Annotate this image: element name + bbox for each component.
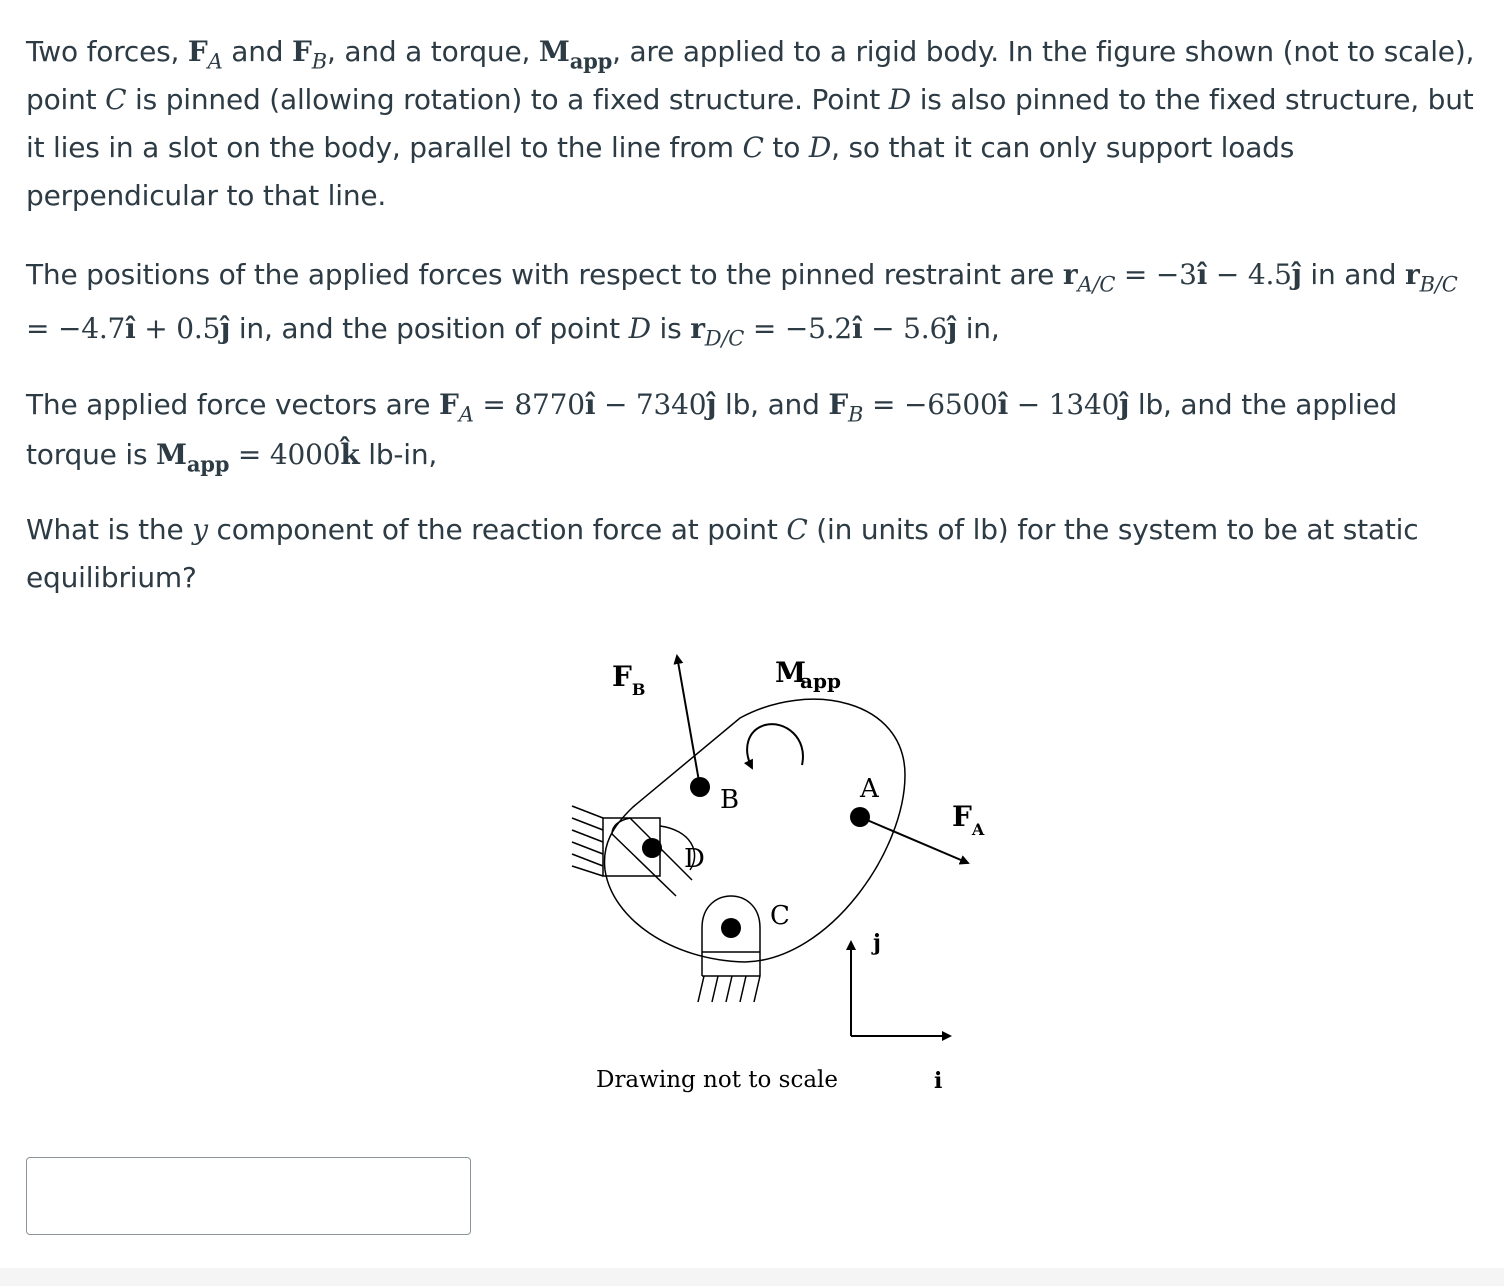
pin-c xyxy=(721,918,741,938)
problem-paragraph-3: The applied force vectors are $F_A$ = 8770î − 7340ĵ lb, and $F_B$ = −6500î − 1340ĵ lb, and the applied torque is $M_{app}$ = 4000k̂ lb-in, xyxy=(26,388,1398,477)
c-label: C xyxy=(770,901,790,931)
coordinate-axes xyxy=(851,942,950,1036)
mapp-label: Mapp xyxy=(775,656,841,693)
b-label: B xyxy=(720,785,740,815)
answer-input[interactable] xyxy=(26,1157,471,1235)
question-paragraph: What is the y component of the reaction force at point C (in units of lb) for the system to be at static equilibrium? xyxy=(26,513,1419,594)
bottom-strip xyxy=(0,1268,1504,1286)
d-label: D xyxy=(684,844,705,874)
pin-d xyxy=(642,838,662,858)
i-axis-label: i xyxy=(934,1068,943,1094)
moment-arc xyxy=(747,724,803,768)
problem-paragraph-2: The positions of the applied forces with respect to the pinned restraint are $r_{A/C}$ = −3î − 4.5ĵ in and $r_{B/C}$ = −4.7î + 0.5ĵ in, and the position of point D is $r_{D/C}$ = −5.2î − 5.6ĵ in, xyxy=(26,258,1458,351)
problem-paragraph-1: Two forces, $F_A$ and $F_B$, and a torque, $M_{app}$, are applied to a rigid body. In the figure shown (not to scale), point C is pinned (allowing rotation) to a fixed structure. Point D is also pinned to the fixed structure, but it lies in a slot on the body, parallel to the line from C to D, so that it can only support loads perpendicular to that line. xyxy=(26,35,1475,212)
pin-support-c xyxy=(698,896,760,1002)
a-label: A xyxy=(860,774,879,804)
fa-label: $F_A$ xyxy=(952,800,985,839)
rigid-body-diagram xyxy=(560,630,1020,1110)
drawing-caption: Drawing not to scale xyxy=(596,1067,839,1093)
rigid-body-outline xyxy=(604,699,905,962)
fb-label: $F_B$ xyxy=(612,660,646,699)
j-axis-label: j xyxy=(873,930,881,956)
